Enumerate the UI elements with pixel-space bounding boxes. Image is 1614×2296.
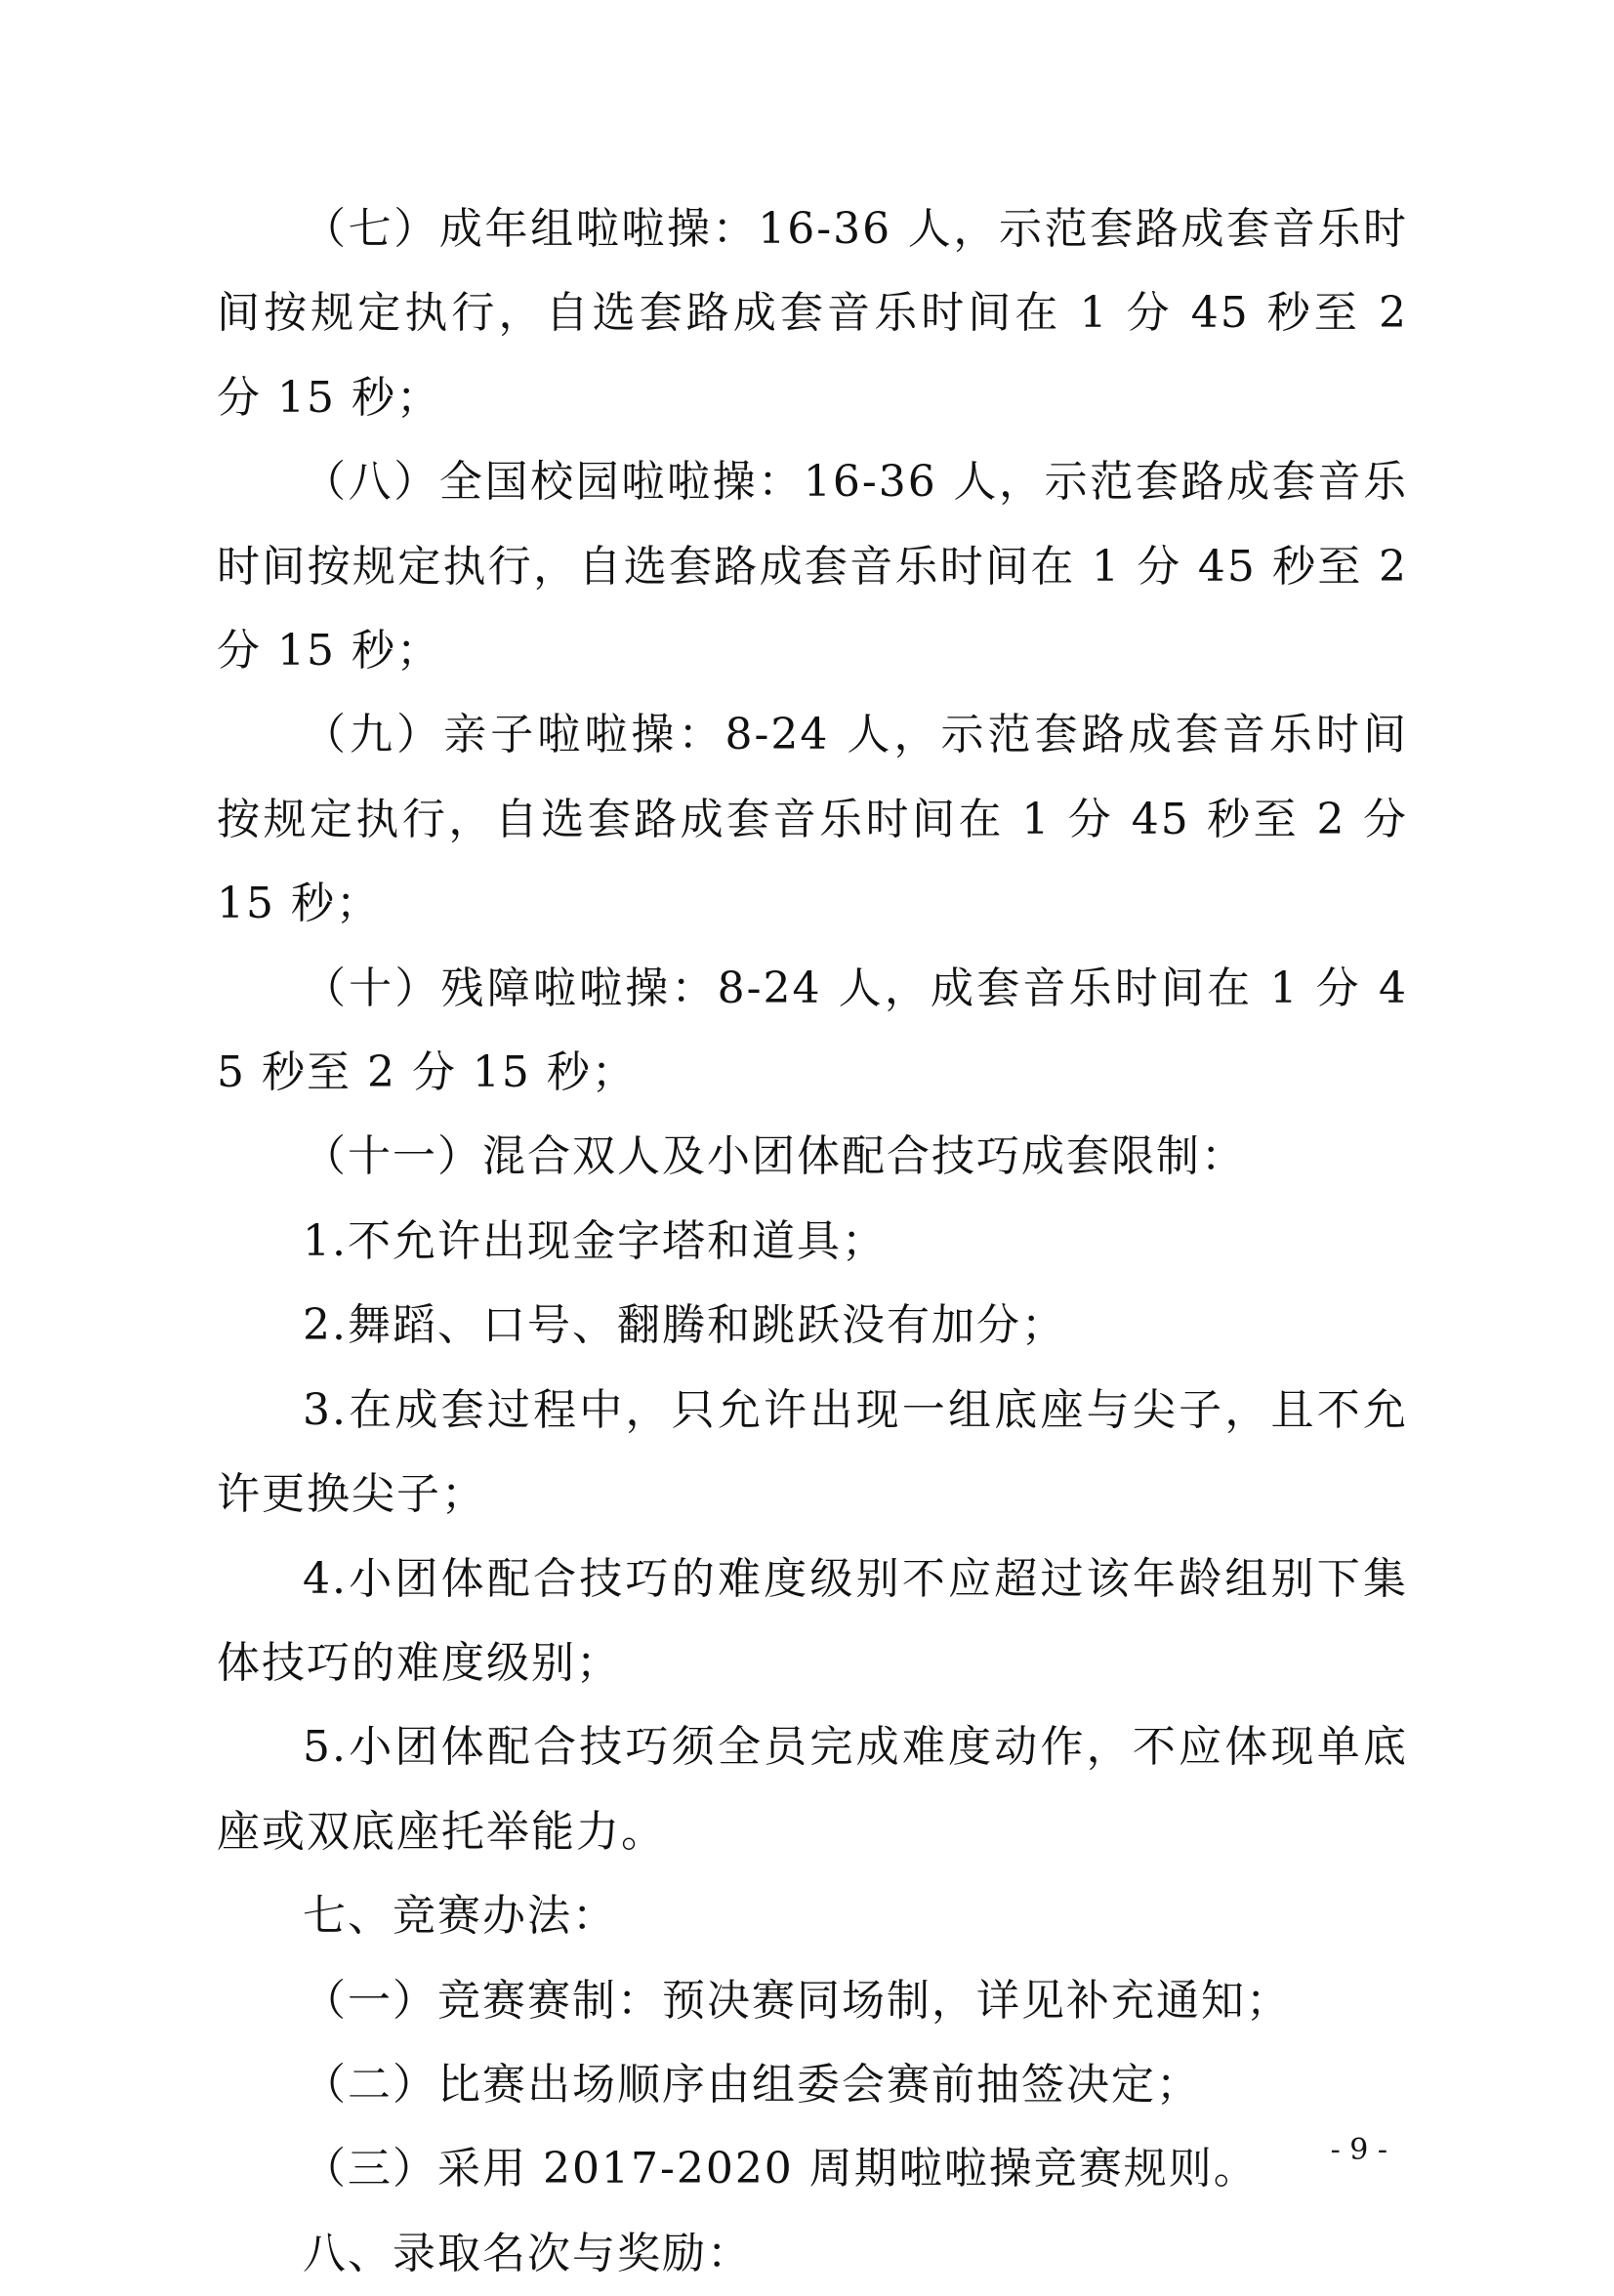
paragraph-competition-format: （一）竞赛赛制：预决赛同场制，详见补充通知； bbox=[303, 1975, 1291, 2026]
section-heading-competition-method: 七、竞赛办法： bbox=[303, 1891, 617, 1942]
paragraph-adult-group: （七）成年组啦啦操：16-36 人，示范套路成套音乐时间按规定执行，自选套路成套音乐时间在 1 分 45 秒至 2 分 15 秒； bbox=[217, 204, 1408, 423]
paragraph-limit-3: 3.在成套过程中，只允许出现一组底座与尖子，且不允许更换尖子； bbox=[217, 1384, 1408, 1520]
paragraph-routine-limits-heading: （十一）混合双人及小团体配合技巧成套限制： bbox=[303, 1131, 1246, 1182]
paragraph-limit-5: 5.小团体配合技巧须全员完成难度动作，不应体现单底座或双底座托举能力。 bbox=[217, 1722, 1408, 1857]
document-body bbox=[217, 187, 1408, 2296]
paragraph-disabled-group: （十）残障啦啦操：8-24 人，成套音乐时间在 1 分 45 秒至 2 分 15 秒； bbox=[217, 963, 1408, 1098]
paragraph-limit-2: 2.舞蹈、口号、翻腾和跳跃没有加分； bbox=[303, 1300, 1066, 1351]
paragraph-campus-group: （八）全国校园啦啦操：16-36 人，示范套路成套音乐时间按规定执行，自选套路成套音乐时间在 1 分 45 秒至 2 分 15 秒； bbox=[217, 457, 1408, 676]
paragraph-parent-child-group: （九）亲子啦啦操：8-24 人，示范套路成套音乐时间按规定执行，自选套路成套音乐时间在 1 分 45 秒至 2 分 15 秒； bbox=[217, 710, 1408, 929]
paragraph-limit-4: 4.小团体配合技巧的难度级别不应超过该年龄组别下集体技巧的难度级别； bbox=[217, 1553, 1408, 1688]
paragraph-limit-1: 1.不允许出现金字塔和道具； bbox=[303, 1215, 887, 1266]
paragraph-draw-order: （二）比赛出场顺序由组委会赛前抽签决定； bbox=[303, 2059, 1201, 2110]
page-number: - 9 - bbox=[1330, 2133, 1387, 2167]
paragraph-rules-cycle: （三）采用 2017-2020 周期啦啦操竞赛规则。 bbox=[303, 2144, 1259, 2194]
section-heading-rankings-awards: 八、录取名次与奖励： bbox=[303, 2228, 752, 2278]
